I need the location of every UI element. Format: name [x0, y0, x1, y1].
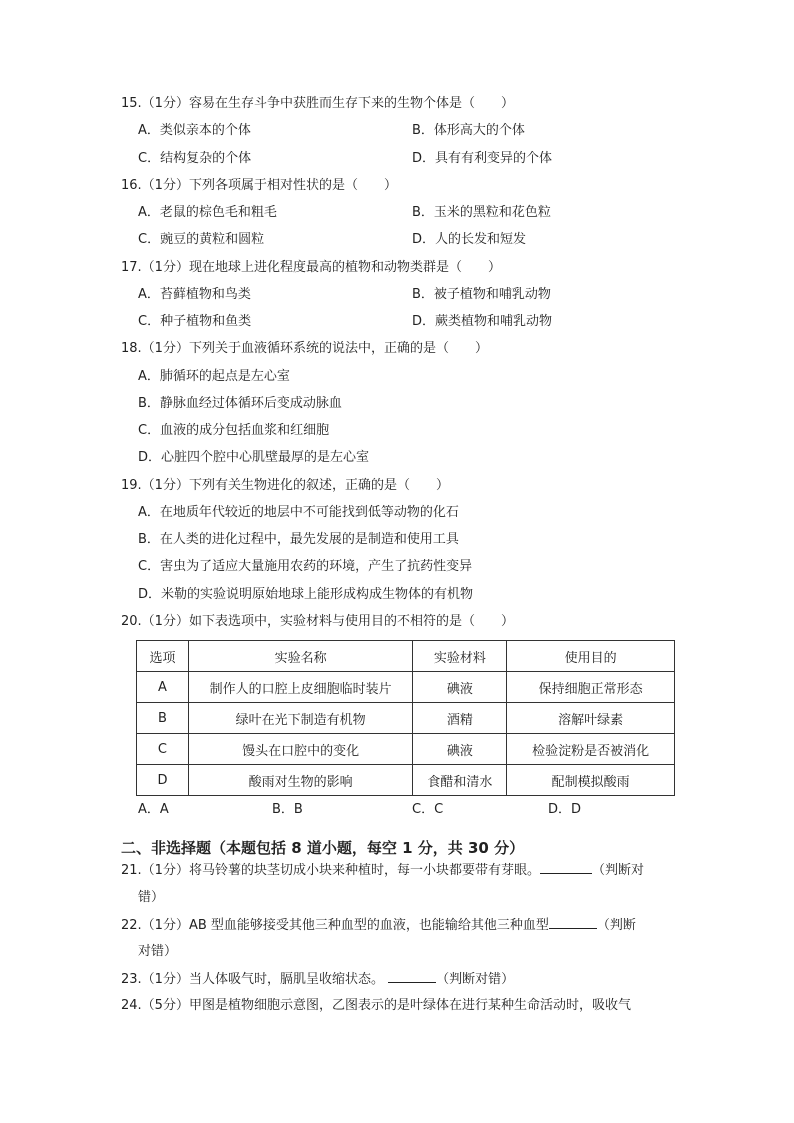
question-23 [121, 970, 514, 989]
table-cell: 制作人的口腔上皮细胞临时装片 [188, 672, 413, 703]
question-21-text: 21.（1分）将马铃薯的块茎切成小块来种植时，每一小块都要带有芽眼。 [121, 863, 540, 878]
table-header-cell: 使用目的 [507, 641, 675, 672]
table-header-cell: 实验材料 [413, 641, 507, 672]
option-16-c: C．豌豆的黄粒和圆粒 [138, 232, 265, 247]
table-header-cell: 实验名称 [188, 641, 413, 672]
table-cell: 酒精 [413, 703, 507, 734]
table-header-cell: 选项 [137, 641, 189, 672]
table-cell: 溶解叶绿素 [507, 703, 675, 734]
table-cell: 碘液 [413, 734, 507, 765]
question-23-text: 23.（1分）当人体吸气时，膈肌呈收缩状态。 [121, 972, 384, 987]
option-20-d: D．D [548, 802, 582, 817]
table-row [137, 672, 675, 703]
question-21-continuation: 错） [138, 890, 165, 905]
question-22-text: 22.（1分）AB 型血能够接受其他三种血型的血液，也能输给其他三种血型 [121, 918, 549, 933]
table-cell: 检验淀粉是否被消化 [507, 734, 675, 765]
table-cell: 碘液 [413, 672, 507, 703]
table-row [137, 765, 675, 796]
option-18-a: A．肺循环的起点是左心室 [138, 369, 290, 384]
table-cell: 食醋和清水 [413, 765, 507, 796]
option-17-b: B．被子植物和哺乳动物 [412, 287, 551, 302]
table-cell: 酸雨对生物的影响 [188, 765, 413, 796]
answer-blank [540, 861, 592, 874]
option-16-d: D．人的长发和短发 [412, 232, 527, 247]
option-18-d: D．心脏四个腔中心肌壁最厚的是左心室 [138, 450, 370, 465]
option-20-c: C．C [412, 802, 444, 817]
option-15-b: B．体形高大的个体 [412, 123, 525, 138]
option-19-d: D．米勒的实验说明原始地球上能形成构成生物体的有机物 [138, 587, 474, 602]
table-cell: 绿叶在光下制造有机物 [188, 703, 413, 734]
option-15-c: C．结构复杂的个体 [138, 151, 252, 166]
question-22-tail: （判断 [596, 918, 636, 933]
option-19-c: C．害虫为了适应大量施用农药的环境，产生了抗药性变异 [138, 559, 473, 574]
option-20-a: A．A [138, 802, 169, 817]
table-cell: 配制模拟酸雨 [507, 765, 675, 796]
option-15-d: D．具有有利变异的个体 [412, 151, 553, 166]
table-row [137, 703, 675, 734]
table-cell: D [137, 765, 189, 796]
option-17-c: C．种子植物和鱼类 [138, 314, 252, 329]
section-2-title: 二、非选择题（本题包括 8 道小题，每空 1 分，共 30 分） [121, 839, 525, 857]
option-18-c: C．血液的成分包括血浆和红细胞 [138, 423, 330, 438]
option-18-b: B．静脉血经过体循环后变成动脉血 [138, 396, 342, 411]
option-16-b: B．玉米的黑粒和花色粒 [412, 205, 551, 220]
question-15-stem: 15.（1分）容易在生存斗争中获胜而生存下来的生物个体是（ ） [121, 96, 514, 111]
answer-blank [549, 916, 597, 929]
question-16-stem: 16.（1分）下列各项属于相对性状的是（ ） [121, 178, 397, 193]
option-19-a: A．在地质年代较近的地层中不可能找到低等动物的化石 [138, 505, 459, 520]
question-18-stem: 18.（1分）下列关于血液循环系统的说法中，正确的是（ ） [121, 341, 488, 356]
question-21-tail: （判断对 [591, 863, 644, 878]
question-21 [121, 861, 644, 880]
answer-blank [388, 970, 436, 983]
table-cell: 馒头在口腔中的变化 [188, 734, 413, 765]
experiment-table [136, 640, 675, 796]
option-17-d: D．蕨类植物和哺乳动物 [412, 314, 553, 329]
question-22 [121, 916, 636, 935]
question-23-tail: （判断对错） [436, 972, 515, 987]
question-19-stem: 19.（1分）下列有关生物进化的叙述，正确的是（ ） [121, 478, 449, 493]
option-19-b: B．在人类的进化过程中，最先发展的是制造和使用工具 [138, 532, 459, 547]
option-20-b: B．B [272, 802, 303, 817]
question-17-stem: 17.（1分）现在地球上进化程度最高的植物和动物类群是（ ） [121, 260, 501, 275]
table-cell: C [137, 734, 189, 765]
table-row [137, 734, 675, 765]
option-16-a: A．老鼠的棕色毛和粗毛 [138, 205, 277, 220]
question-24: 24.（5分）甲图是植物细胞示意图，乙图表示的是叶绿体在进行某种生命活动时，吸收气 [121, 998, 631, 1013]
option-15-a: A．类似亲本的个体 [138, 123, 251, 138]
table-header-row [137, 641, 675, 672]
option-17-a: A．苔藓植物和鸟类 [138, 287, 251, 302]
table-cell: B [137, 703, 189, 734]
table-cell: A [137, 672, 189, 703]
table-cell: 保持细胞正常形态 [507, 672, 675, 703]
question-20-stem: 20.（1分）如下表选项中，实验材料与使用目的不相符的是（ ） [121, 614, 514, 629]
question-22-continuation: 对错） [138, 944, 178, 959]
